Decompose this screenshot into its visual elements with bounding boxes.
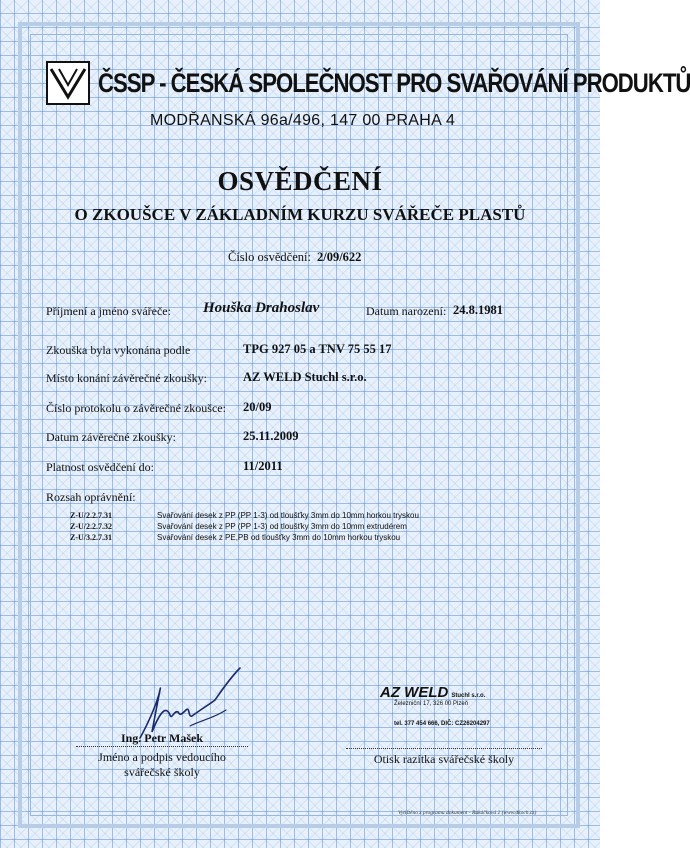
certificate-number-value: 2/09/622 [316, 250, 362, 264]
signatory-name: Ing. Petr Mašek [120, 731, 204, 745]
signature-line [76, 746, 248, 747]
standard-value: TPG 927 05 a TNV 75 55 17 [243, 342, 392, 356]
cssp-logo-icon [46, 61, 90, 105]
scope-description: Svařování desek z PP (PP 1-3) od tloušťky 3mm do 10mm extrudérem [157, 522, 407, 531]
validity-label: Platnost osvědčení do: [46, 460, 154, 474]
protocol-value: 20/09 [243, 400, 272, 414]
school-stamp [380, 684, 510, 727]
footnote: Vytištěno z programu dokument - Rukáčková 2 (www.dkoch.cz) [398, 810, 537, 816]
dob-value: 24.8.1981 [453, 303, 503, 317]
org-address: MODŘANSKÁ 96a/496, 147 00 PRAHA 4 [150, 112, 456, 129]
stamp-contact: tel. 377 454 666, DIČ: CZ26204297 [394, 721, 490, 727]
scope-code: Z-U/3.2.7.31 [70, 533, 112, 542]
certificate-number-label: Číslo osvědčení: [228, 250, 311, 264]
exam-date-value: 25.11.2009 [243, 429, 299, 443]
scope-description: Svařování desek z PE,PB od tloušťky 3mm do 10mm horkou tryskou [157, 533, 401, 542]
standard-label: Zkouška byla vykonána podle [46, 343, 191, 357]
exam-date-label: Datum závěrečné zkoušky: [46, 430, 176, 444]
org-name: ČSSP - ČESKÁ SPOLEČNOST PRO SVAŘOVÁNÍ PRODUKTŮ [98, 67, 690, 98]
org-header [46, 58, 690, 108]
signature-caption-2: svářečské školy [124, 765, 200, 779]
validity-value: 11/2011 [243, 459, 283, 473]
protocol-label: Číslo protokolu o závěrečné zkoušce: [46, 401, 226, 415]
signature-caption-1: Jméno a podpis vedoucího [98, 750, 226, 764]
document-subtitle: O ZKOUŠCE V ZÁKLADNÍM KURZU SVÁŘEČE PLASTŮ [74, 205, 526, 224]
stamp-caption: Otisk razítka svářečské školy [373, 752, 515, 766]
scope-code: Z-U/2.2.7.31 [70, 511, 112, 520]
dob-label: Datum narození: [366, 304, 447, 318]
document-title: OSVĚDČENÍ [217, 166, 383, 196]
stamp-logo: AZ WELD Stuchl s.r.o. [380, 684, 486, 701]
scope-code: Z-U/2.2.7.32 [70, 522, 112, 531]
stamp-line [346, 748, 542, 749]
stamp-address: Železniční 17, 326 00 Plzeň [394, 701, 469, 707]
place-label: Místo konání závěrečné zkoušky: [46, 371, 207, 385]
certificate-number [228, 250, 361, 265]
place-value: AZ WELD Stuchl s.r.o. [243, 370, 367, 384]
name-label: Příjmení a jméno svářeče: [46, 304, 171, 318]
name-value: Houška Drahoslav [203, 300, 320, 316]
scope-description: Svařování desek z PP (PP 1-3) od tloušťky 3mm do 10mm horkou tryskou [157, 511, 419, 520]
scope-label: Rozsah oprávnění: [46, 490, 136, 504]
